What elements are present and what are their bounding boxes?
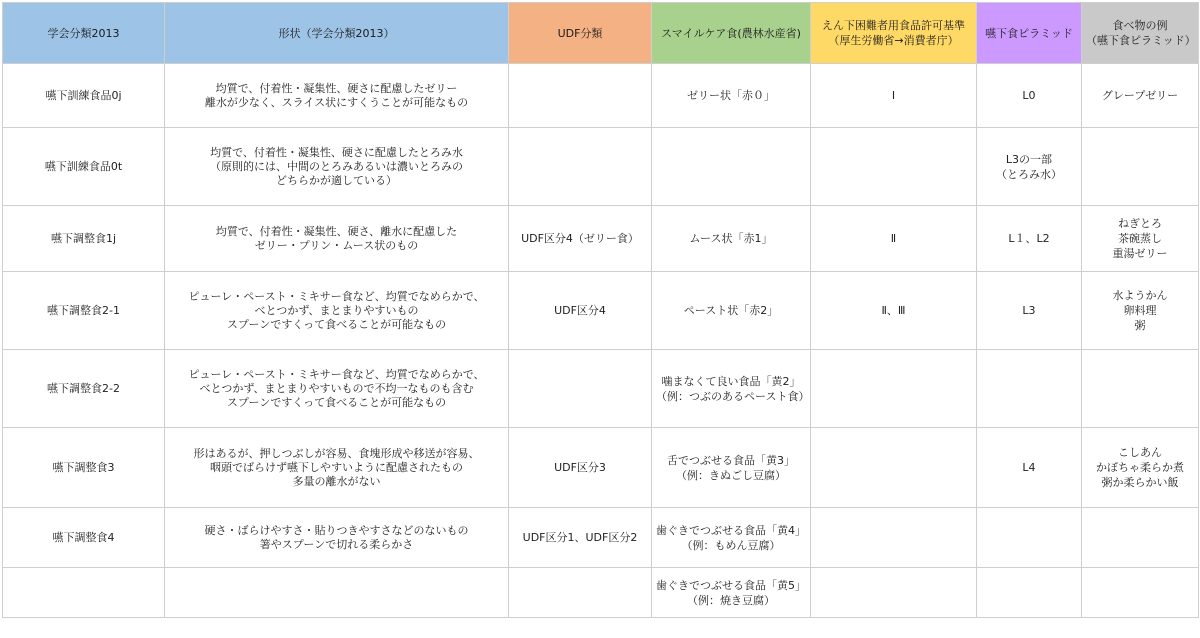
cell-line: ねぎとろ (1118, 217, 1162, 230)
cell-line: L3 (1022, 304, 1036, 317)
cell-line: 嚥下訓練食品0j (45, 89, 122, 102)
header-swallow-pyramid (977, 3, 1082, 64)
cell-line: ゼリー・プリン・ムース状のもの (254, 238, 419, 252)
table-row (3, 272, 1199, 350)
row-gakkai-class-cell (3, 272, 165, 350)
table-body (3, 64, 1199, 618)
cell-line: 硬さ・ばらけやすさ・貼りつきやすさなどのないもの (204, 523, 469, 537)
cell-line: 嚥下調整食2-1 (47, 304, 120, 317)
row-permission-standard-cell (811, 428, 977, 508)
row-gakkai-class-cell (3, 428, 165, 508)
row-swallow-pyramid-cell (977, 206, 1082, 272)
row-udf-class-cell (509, 508, 652, 568)
cell-line: 均質で、付着性・凝集性、硬さに配慮したとろみ水 (210, 145, 463, 159)
row-gakkai-class-cell (3, 206, 165, 272)
row-swallow-pyramid-cell (977, 350, 1082, 428)
row-smile-care-cell (652, 128, 811, 206)
row-gakkai-class-cell (3, 350, 165, 428)
cell-line: UDF区分3 (554, 461, 606, 474)
row-permission-standard-cell (811, 508, 977, 568)
cell-line: スプーンですくって食べることが可能なもの (226, 317, 447, 331)
cell-line: 咽頭でばらけず嚥下しやすいように配慮されたもの (210, 460, 463, 474)
row-smile-care-cell (652, 64, 811, 128)
cell-line: かぼちゃ柔らか煮 (1096, 461, 1184, 474)
cell-line: べとつかず、まとまりやすいもので不均一なものも含む (199, 381, 474, 395)
cell-line: 嚥下調整食3 (52, 461, 115, 474)
cell-line: （例：焼き豆腐） (687, 593, 775, 607)
dysphagia-diet-classification-table (2, 2, 1199, 618)
row-food-examples-cell (1082, 128, 1199, 206)
cell-line: 舌でつぶせる食品「黄3」 (667, 453, 795, 467)
cell-line: 噛まなくて良い食品「黄2」 (661, 374, 801, 388)
row-udf-class-cell (509, 206, 652, 272)
cell-line: 重湯ゼリー (1112, 247, 1168, 260)
cell-line: （例：きぬごし豆腐） (676, 468, 786, 482)
cell-line: ペースト状「赤2」 (683, 304, 779, 317)
cell-line: どちらかが適している） (276, 173, 397, 187)
cell-line: ピューレ・ペースト・ミキサー食など、均質でなめらかで、 (188, 289, 485, 303)
cell-line: 卵料理 (1123, 304, 1157, 317)
cell-line: （とろみ水） (996, 167, 1062, 181)
row-swallow-pyramid-cell (977, 128, 1082, 206)
header-udf-class (509, 3, 652, 64)
row-udf-class-cell (509, 568, 652, 618)
row-shape-desc-cell (165, 428, 509, 508)
row-shape-desc-cell (165, 350, 509, 428)
header-row (3, 3, 1199, 64)
row-gakkai-class-cell (3, 568, 165, 618)
cell-line: 多量の離水がない (292, 474, 381, 488)
row-permission-standard-cell (811, 350, 977, 428)
cell-line: 歯ぐきでつぶせる食品「黄5」 (656, 578, 806, 592)
table-row (3, 428, 1199, 508)
row-food-examples-cell (1082, 428, 1199, 508)
cell-line: 嚥下調整食2-2 (47, 382, 120, 395)
row-udf-class-cell (509, 128, 652, 206)
row-gakkai-class-cell (3, 64, 165, 128)
cell-line: ピューレ・ペースト・ミキサー食など、均質でなめらかで、 (188, 367, 485, 381)
cell-line: 嚥下調整食1j (50, 232, 117, 245)
cell-line: 水ようかん (1112, 289, 1168, 302)
row-smile-care-cell (652, 350, 811, 428)
cell-line: L4 (1022, 461, 1036, 474)
cell-line: ムース状「赤1」 (689, 232, 773, 245)
row-smile-care-cell (652, 428, 811, 508)
cell-line: （例：つぶのあるペースト食） (656, 389, 810, 403)
cell-line: UDF区分1、UDF区分2 (522, 531, 638, 544)
table-row (3, 568, 1199, 618)
row-smile-care-cell (652, 206, 811, 272)
row-udf-class-cell (509, 272, 652, 350)
cell-line: 茶碗蒸し (1118, 232, 1162, 245)
cell-line: 箸やスプーンで切れる柔らかさ (259, 537, 414, 551)
row-swallow-pyramid-cell (977, 428, 1082, 508)
row-food-examples-cell (1082, 272, 1199, 350)
table-row (3, 508, 1199, 568)
header-line: えん下困難者用食品許可基準 (822, 19, 965, 32)
row-udf-class-cell (509, 64, 652, 128)
header-line: 形状（学会分類2013） (278, 26, 395, 40)
header-permission-standard (811, 3, 977, 64)
table-row (3, 128, 1199, 206)
header-food-examples (1082, 3, 1199, 64)
row-swallow-pyramid-cell (977, 568, 1082, 618)
cell-line: UDF区分4（ゼリー食） (521, 232, 639, 245)
cell-line: Ⅱ (890, 232, 897, 245)
header-smile-care (652, 3, 811, 64)
header-line: 学会分類2013 (47, 26, 120, 40)
row-food-examples-cell (1082, 64, 1199, 128)
cell-line: L１、L2 (1008, 232, 1050, 245)
cell-line: べとつかず、まとまりやすいもの (254, 303, 419, 317)
row-gakkai-class-cell (3, 128, 165, 206)
cell-line: Ⅱ、Ⅲ (881, 304, 906, 317)
cell-line: 形はあるが、押しつぶしが容易、食塊形成や移送が容易、 (193, 446, 480, 460)
row-shape-desc-cell (165, 128, 509, 206)
row-swallow-pyramid-cell (977, 272, 1082, 350)
row-udf-class-cell (509, 428, 652, 508)
row-shape-desc-cell (165, 508, 509, 568)
cell-line: 粥か柔らかい飯 (1101, 476, 1179, 489)
header-gakkai-class (3, 3, 165, 64)
cell-line: ゼリー状「赤０」 (687, 89, 775, 102)
row-shape-desc-cell (165, 206, 509, 272)
cell-line: Ⅰ (891, 89, 896, 102)
row-food-examples-cell (1082, 206, 1199, 272)
cell-line: L3の一部 (1005, 152, 1053, 166)
row-swallow-pyramid-cell (977, 64, 1082, 128)
cell-line: 歯ぐきでつぶせる食品「黄4」 (656, 523, 806, 537)
header-line: UDF分類 (557, 26, 603, 40)
row-swallow-pyramid-cell (977, 508, 1082, 568)
cell-line: スプーンですくって食べることが可能なもの (226, 395, 447, 409)
row-food-examples-cell (1082, 350, 1199, 428)
cell-line: 均質で、付着性・凝集性、硬さ、離水に配慮した (215, 224, 458, 238)
cell-line: L0 (1022, 89, 1036, 102)
table-row (3, 350, 1199, 428)
row-permission-standard-cell (811, 128, 977, 206)
cell-line: グレープゼリー (1101, 89, 1179, 102)
cell-line: 嚥下訓練食品0t (44, 160, 123, 173)
row-permission-standard-cell (811, 64, 977, 128)
table-row (3, 206, 1199, 272)
row-permission-standard-cell (811, 272, 977, 350)
row-shape-desc-cell (165, 568, 509, 618)
cell-line: こしあん (1118, 446, 1162, 459)
row-gakkai-class-cell (3, 508, 165, 568)
row-permission-standard-cell (811, 568, 977, 618)
header-line: 嚥下食ピラミッド (985, 26, 1073, 40)
row-shape-desc-cell (165, 64, 509, 128)
row-smile-care-cell (652, 508, 811, 568)
row-smile-care-cell (652, 568, 811, 618)
cell-line: UDF区分4 (554, 304, 606, 317)
cell-line: （原則的には、中間のとろみあるいは濃いとろみの (210, 159, 463, 173)
row-food-examples-cell (1082, 508, 1199, 568)
cell-line: 粥 (1134, 319, 1146, 332)
table-row (3, 64, 1199, 128)
cell-line: 均質で、付着性・凝集性、硬さに配慮したゼリー (215, 81, 458, 95)
row-shape-desc-cell (165, 272, 509, 350)
cell-line: （例：もめん豆腐） (681, 538, 781, 552)
cell-line: 嚥下調整食4 (52, 531, 115, 544)
header-line: （嚥下食ピラミッド） (1086, 34, 1196, 47)
row-udf-class-cell (509, 350, 652, 428)
header-line: （厚生労働省→消費者庁） (828, 34, 959, 47)
header-shape (165, 3, 509, 64)
cell-line: 離水が少なく、スライス状にすくうことが可能なもの (204, 95, 469, 109)
row-smile-care-cell (652, 272, 811, 350)
row-permission-standard-cell (811, 206, 977, 272)
header-line: スマイルケア食(農林水産省) (661, 26, 801, 40)
row-food-examples-cell (1082, 568, 1199, 618)
header-line: 食べ物の例 (1112, 19, 1168, 32)
